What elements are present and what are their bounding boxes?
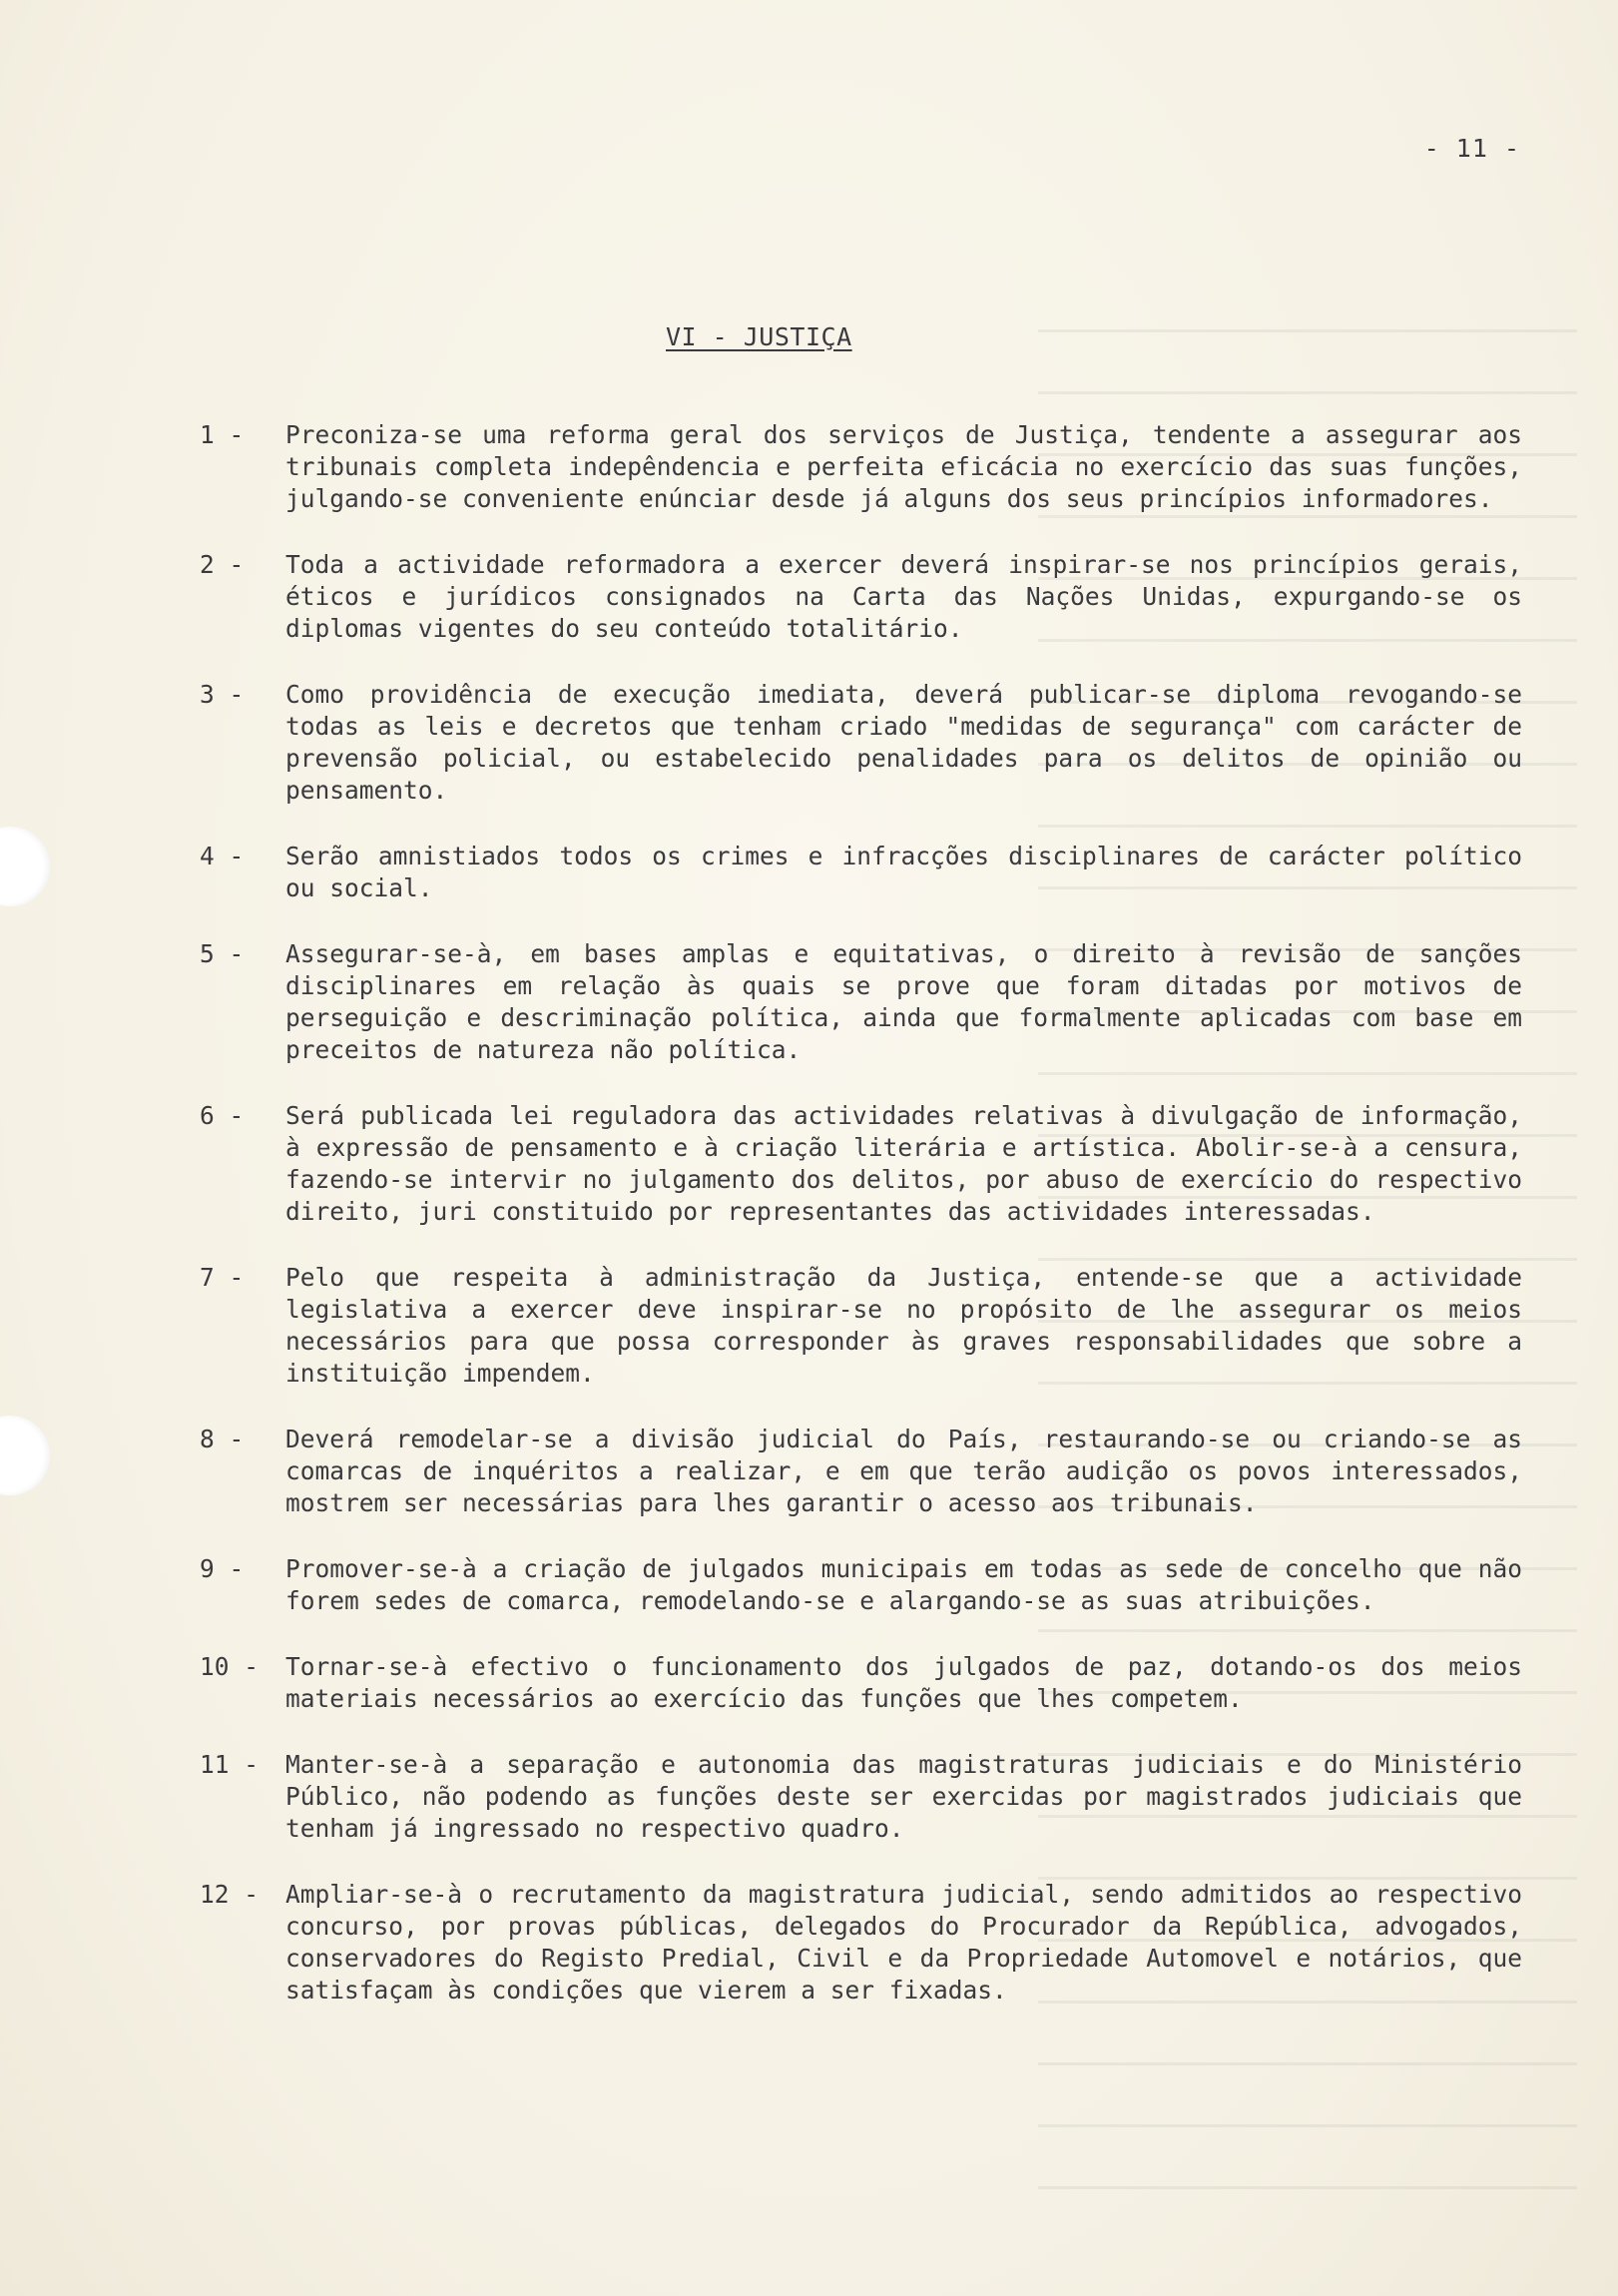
- list-item: [200, 1100, 1522, 1228]
- list-item: [200, 419, 1522, 515]
- list-item: [200, 938, 1522, 1066]
- list-item: [200, 841, 1522, 904]
- item-text: Manter-se-à a separação e autonomia das magistraturas judiciais e do Ministério Público, não podendo as funções deste ser exercidas por magistrados judiciais que tenham já ingressado no respectivo quadro.: [285, 1750, 1522, 1843]
- punch-hole: [0, 827, 50, 906]
- list-item: [200, 679, 1522, 807]
- list-item: [200, 549, 1522, 645]
- item-number: 3 -: [200, 680, 245, 709]
- item-text: Toda a actividade reformadora a exercer deverá inspirar-se nos princípios gerais, éticos e jurídicos consignados na Carta das Nações Unidas, expurgando-se os diplomas vigentes do seu conteúdo totalitário.: [285, 550, 1522, 643]
- item-text: Preconiza-se uma reforma geral dos serviços de Justiça, tendente a assegurar aos tribunais completa indepêndencia e perfeita eficácia no exercício das suas funções, julgando-se conveniente enúnciar desde já alguns dos seus princípios informadores.: [285, 420, 1522, 513]
- item-text: Tornar-se-à efectivo o funcionamento dos julgados de paz, dotando-os dos meios materiais necessários ao exercício das funções que lhes competem.: [285, 1652, 1522, 1713]
- item-text: Como providência de execução imediata, deverá publicar-se diploma revogando-se todas as leis e decretos que tenham criado "medidas de segurança" com carácter de prevensão policial, ou estabelecido penalidades para os delitos de opinião ou pensamento.: [285, 680, 1522, 805]
- item-number: 6 -: [200, 1101, 245, 1130]
- item-number: 5 -: [200, 939, 245, 968]
- item-number: 11 -: [200, 1750, 260, 1779]
- item-number: 4 -: [200, 842, 245, 870]
- item-number: 8 -: [200, 1425, 245, 1453]
- list-item: [200, 1879, 1522, 2007]
- item-number: 10 -: [200, 1652, 260, 1681]
- item-number: 2 -: [200, 550, 245, 579]
- list-item: [200, 1749, 1522, 1845]
- item-number: 12 -: [200, 1880, 260, 1909]
- item-list: [200, 419, 1522, 2040]
- item-number: 1 -: [200, 420, 245, 449]
- item-text: Ampliar-se-à o recrutamento da magistratura judicial, sendo admitidos ao respectivo concurso, por provas públicas, delegados do Procurador da República, advogados, conservadores do Registo Predial, Civil e da Propriedade Automovel e notários, que satisfaçam às condições que vierem a ser fixadas.: [285, 1880, 1522, 2005]
- item-text: Serão amnistiados todos os crimes e infracções disciplinares de carácter político ou social.: [285, 842, 1522, 902]
- list-item: [200, 1424, 1522, 1519]
- page-number: - 11 -: [1423, 134, 1520, 163]
- list-item: [200, 1553, 1522, 1617]
- list-item: [200, 1262, 1522, 1390]
- item-text: Pelo que respeita à administração da Justiça, entende-se que a actividade legislativa a exercer deve inspirar-se no propósito de lhe assegurar os meios necessários para que possa corresponder às graves responsabilidades que sobre a instituição impendem.: [285, 1263, 1522, 1388]
- item-text: Promover-se-à a criação de julgados municipais em todas as sede de concelho que não forem sedes de comarca, remodelando-se e alargando-se as suas atribuições.: [285, 1554, 1522, 1615]
- list-item: [200, 1651, 1522, 1715]
- item-text: Deverá remodelar-se a divisão judicial do País, restaurando-se ou criando-se as comarcas de inquéritos a realizar, e em que terão audição os povos interessados, mostrem ser necessárias para lhes garantir o acesso aos tribunais.: [285, 1425, 1522, 1517]
- item-text: Assegurar-se-à, em bases amplas e equitativas, o direito à revisão de sanções disciplinares em relação às quais se prove que foram ditadas por motivos de perseguição e descriminação política, ainda que formalmente aplicadas com base em preceitos de natureza não política.: [285, 939, 1522, 1064]
- item-number: 7 -: [200, 1263, 245, 1292]
- punch-hole: [0, 1416, 50, 1495]
- item-number: 9 -: [200, 1554, 245, 1583]
- section-title: VI - JUSTIÇA: [666, 322, 852, 351]
- item-text: Será publicada lei reguladora das actividades relativas à divulgação de informação, à expressão de pensamento e à criação literária e artística. Abolir-se-à a censura, fazendo-se intervir no julgamento dos delitos, por abuso de exercício do respectivo direito, juri constituido por representantes das actividades interessadas.: [285, 1101, 1522, 1226]
